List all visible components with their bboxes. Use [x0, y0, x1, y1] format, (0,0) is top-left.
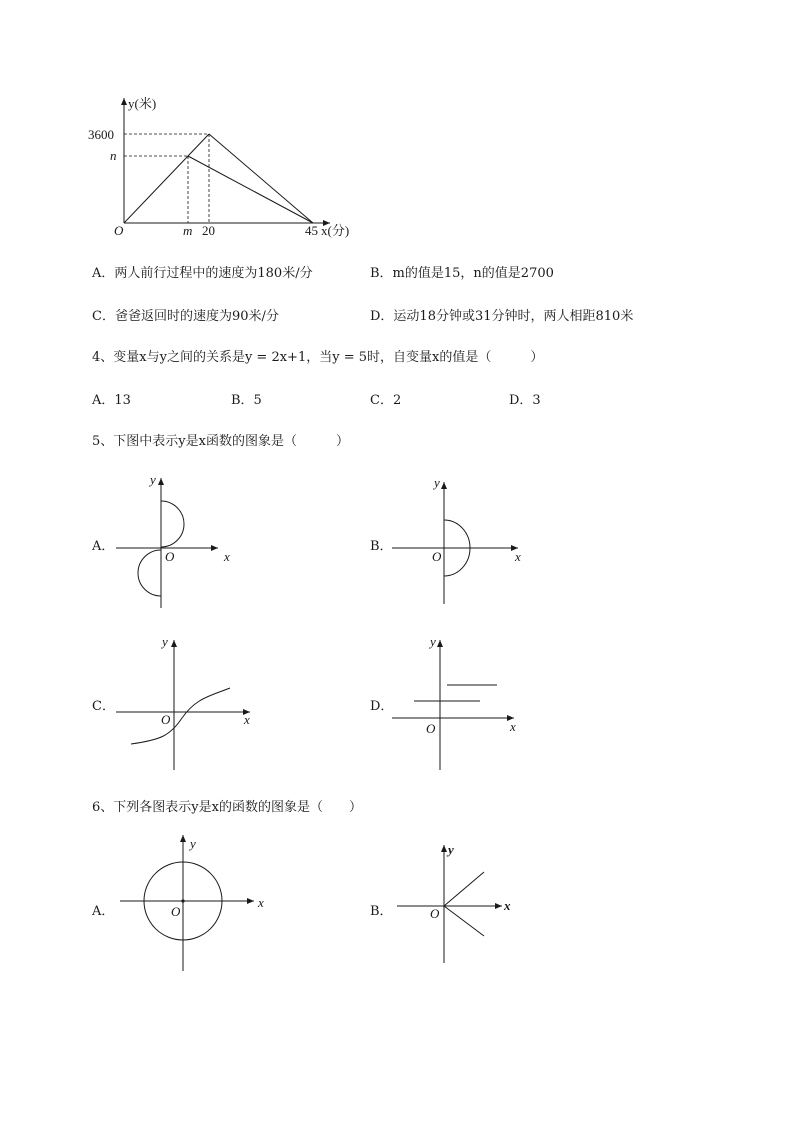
axis-label-x: x: [258, 895, 264, 910]
axis-label-y: y: [448, 842, 454, 857]
axis-label-o: O: [430, 906, 440, 921]
axis-label-o: O: [432, 549, 442, 564]
q3-option-b: B．m的值是15，n的值是2700: [370, 266, 554, 281]
q4-stem: 4、变量x与y之间的关系是y = 2x+1，当y = 5时，自变量x的值是（ ）: [92, 350, 544, 365]
axis-label-y: y: [190, 836, 196, 851]
q3-option-d: D．运动18分钟或31分钟时，两人相距810米: [370, 309, 634, 324]
q6-graph-a: [120, 835, 264, 971]
tick-m: m: [183, 223, 193, 238]
x-axis-label: x(分): [321, 223, 350, 238]
axis-label-o: O: [171, 904, 181, 919]
axis-label-o: O: [161, 712, 171, 727]
y-axis-label: y(米): [128, 96, 157, 111]
q6-graph-b: [397, 842, 511, 963]
q6-label-a: A．: [92, 904, 115, 919]
q6-stem: 6、下列各图表示y是x的函数的图象是（ ）: [92, 800, 362, 815]
axis-label-o: O: [165, 549, 175, 564]
q4-option-c: C．2: [370, 393, 402, 408]
axis-label-y: y: [162, 634, 168, 649]
origin-label: O: [114, 223, 124, 238]
axis-label-y: y: [150, 472, 156, 487]
tick-3600: 3600: [88, 127, 114, 142]
axis-label-y: y: [434, 475, 440, 490]
q5-stem: 5、下图中表示y是x函数的图象是（ ）: [92, 434, 349, 449]
q5-label-c: C．: [92, 699, 115, 714]
axis-label-x: x: [515, 549, 521, 564]
axis-label-y: y: [430, 634, 436, 649]
axis-label-o: O: [426, 721, 436, 736]
q3-option-a: A．两人前行过程中的速度为180米/分: [92, 266, 313, 281]
q5-label-b: B．: [370, 539, 393, 554]
q4-option-d: D．3: [509, 393, 541, 408]
q4-option-a: A．13: [92, 393, 131, 408]
q6-label-b: B．: [370, 904, 393, 919]
tick-20: 20: [202, 223, 215, 238]
q4-option-b: B．5: [231, 393, 262, 408]
q5-label-a: A．: [92, 539, 115, 554]
q3-option-c: C．爸爸返回时的速度为90米/分: [92, 309, 279, 324]
tick-45: 45: [305, 223, 318, 238]
q5-label-d: D．: [370, 699, 394, 714]
axis-label-x: x: [510, 719, 516, 734]
axis-label-x: x: [244, 712, 250, 727]
axis-label-x: x: [504, 898, 511, 913]
axis-label-x: x: [224, 549, 230, 564]
tick-n: n: [110, 148, 117, 163]
